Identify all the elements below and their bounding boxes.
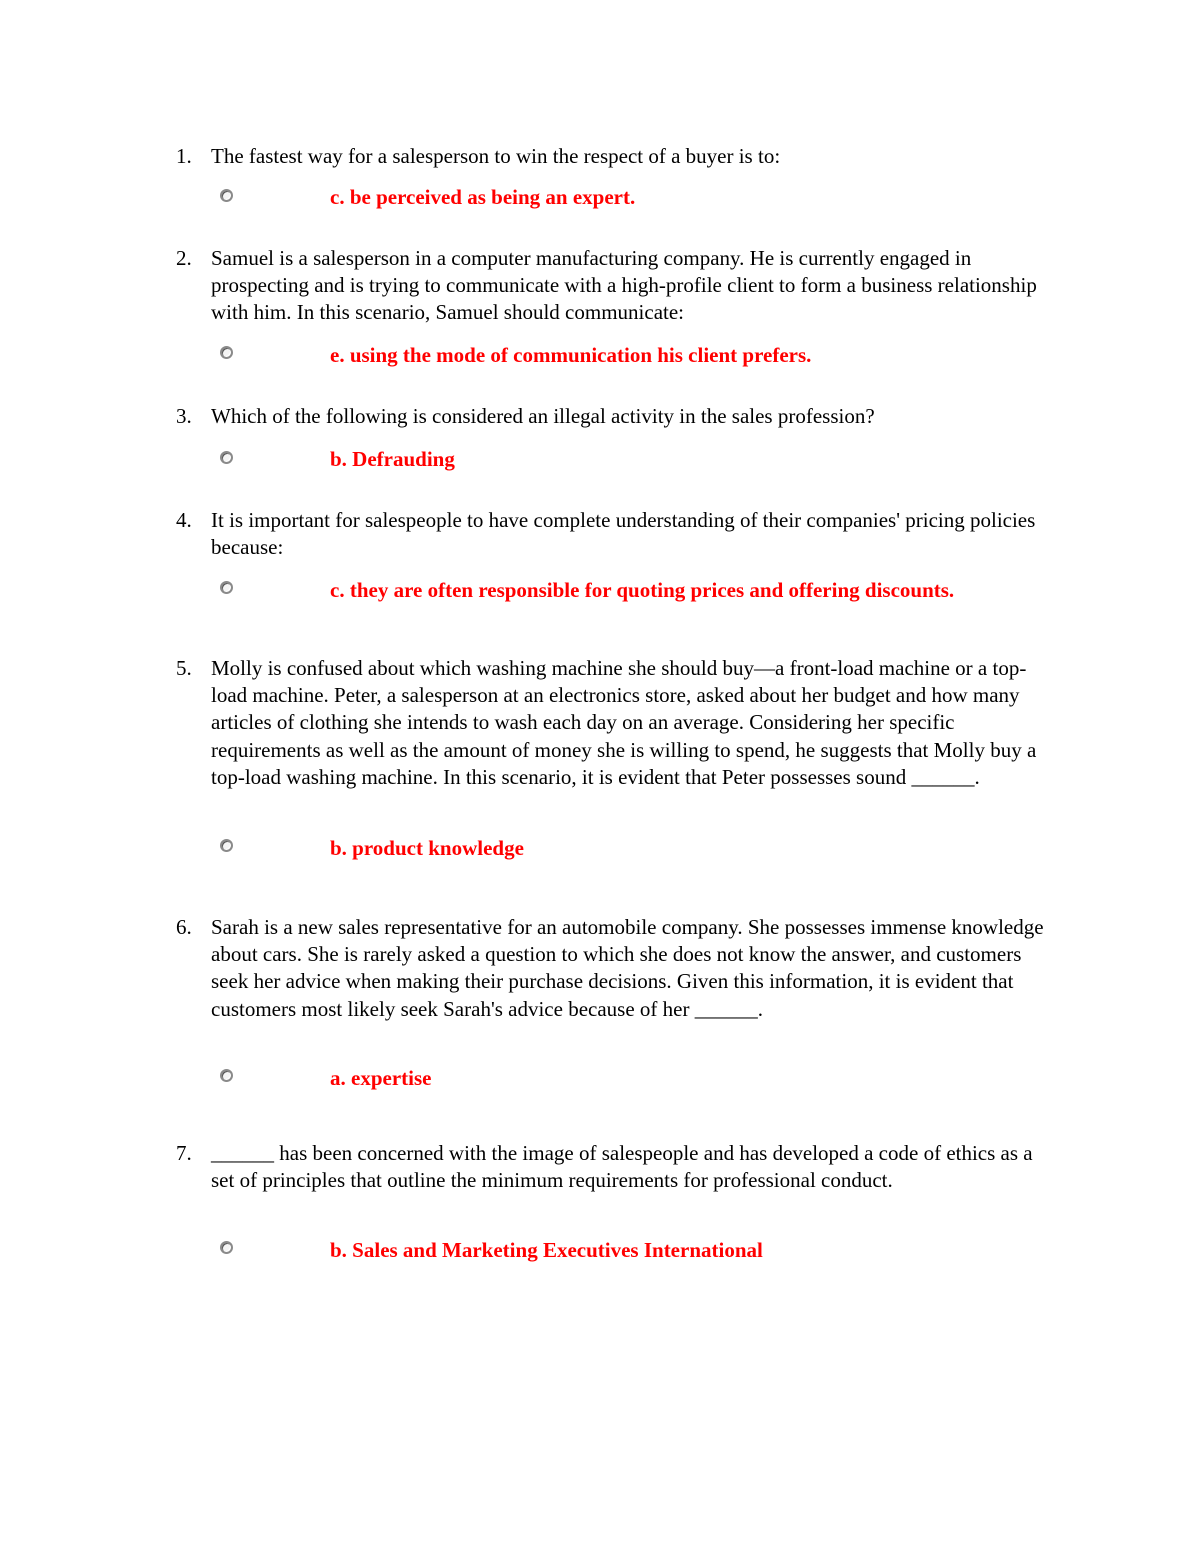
answer-4: c. they are often responsible for quoting prices and offering discounts. <box>330 578 955 602</box>
answer-1: c. be perceived as being an expert. <box>330 185 636 209</box>
answer-6: a. expertise <box>330 1066 432 1090</box>
question-number: 2. <box>176 246 192 270</box>
question-number: 7. <box>176 1141 192 1165</box>
question-text: Sarah is a new sales representative for an automobile company. She possesses immense knowledge about cars. She is rarely asked a question to which she does not know the answer, and customers seek her advice when making their purchase decisions. Given this information, it is evident that customers most likely seek Sarah's advice because of her ______. <box>211 915 1044 1021</box>
answer-5: b. product knowledge <box>330 836 524 860</box>
question-text: The fastest way for a salesperson to win the respect of a buyer is to: <box>211 144 781 168</box>
question-text: Which of the following is considered an illegal activity in the sales profession? <box>211 404 875 428</box>
question-text: It is important for salespeople to have complete understanding of their companies' pricing policies because: <box>211 508 1036 560</box>
radio-button-icon[interactable] <box>220 1241 233 1254</box>
answer-3: b. Defrauding <box>330 447 455 471</box>
radio-button-icon[interactable] <box>220 839 233 852</box>
question-number: 1. <box>176 144 192 168</box>
question-number: 5. <box>176 656 192 680</box>
answer-2: e. using the mode of communication his client prefers. <box>330 343 812 367</box>
question-number: 6. <box>176 915 192 939</box>
radio-button-icon[interactable] <box>220 1069 233 1082</box>
radio-button-icon[interactable] <box>220 189 233 202</box>
question-text: Samuel is a salesperson in a computer manufacturing company. He is currently engaged in prospecting and is trying to communicate with a high-profile client to form a business relationship with him. In this scenario, Samuel should communicate: <box>211 246 1037 325</box>
answer-7: b. Sales and Marketing Executives International <box>330 1238 763 1262</box>
radio-button-icon[interactable] <box>220 581 233 594</box>
radio-button-icon[interactable] <box>220 346 233 359</box>
question-number: 3. <box>176 404 192 428</box>
radio-button-icon[interactable] <box>220 451 233 464</box>
question-number: 4. <box>176 508 192 532</box>
question-text: ______ has been concerned with the image of salespeople and has developed a code of ethics as a set of principles that outline the minimum requirements for professional conduct. <box>211 1141 1033 1193</box>
question-text: Molly is confused about which washing machine she should buy—a front-load machine or a top-load machine. Peter, a salesperson at an electronics store, asked about her budget and how many articles of clothing she intends to wash each day on an average. Considering her specific requirements as well as the amount of money she is willing to spend, he suggests that Molly buy a top-load washing machine. In this scenario, it is evident that Peter possesses sound ______. <box>211 656 1037 789</box>
